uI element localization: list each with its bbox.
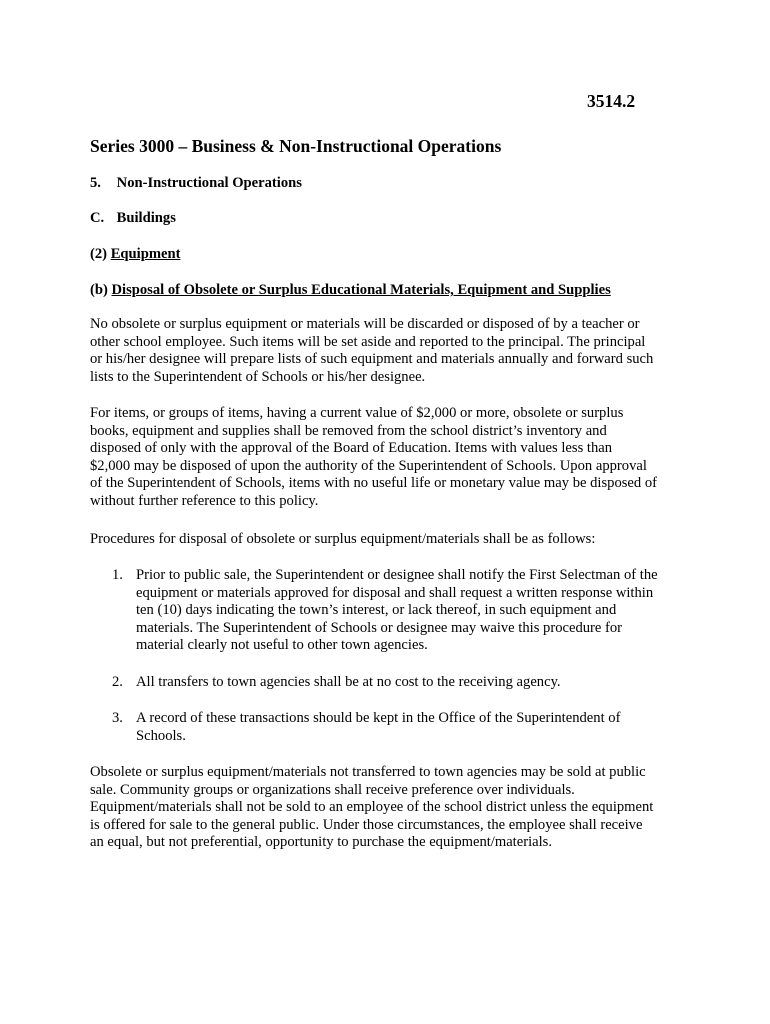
paragraph-line: No obsolete or surplus equipment or materials will be discarded or disposed of by a teacher or [90, 316, 640, 332]
paragraph-values [90, 405, 690, 511]
paragraph-line: of the Superintendent of Schools, items with no useful life or monetary value may be disposed of [90, 475, 658, 492]
series-title: Series 3000 – Business & Non-Instructional Operations [90, 136, 502, 156]
paragraph-reporting [90, 316, 690, 386]
paragraph-line: books, equipment and supplies shall be removed from the school district’s inventory and [90, 422, 607, 439]
list-line: material clearly not useful to other town agencies. [136, 637, 428, 654]
list-marker: 2. [112, 674, 123, 690]
paragraph-line: an equal, but not preferential, opportunity to purchase the equipment/materials. [90, 834, 552, 851]
section-number: 5. [90, 175, 101, 191]
subsection-heading [90, 210, 176, 227]
section-heading [90, 175, 302, 192]
paragraph-line: Procedures for disposal of obsolete or surplus equipment/materials shall be as follows: [90, 531, 596, 547]
paragraph-line: sale. Community groups or organizations shall receive preference over individuals. [90, 781, 575, 798]
paragraph-line: lists to the Superintendent of Schools or his/her designee. [90, 368, 426, 385]
paragraph-line: For items, or groups of items, having a current value of $2,000 or more, obsolete or surplus [90, 405, 624, 421]
paragraph-line: without further reference to this policy. [90, 492, 319, 509]
list-line: ten (10) days indicating the town’s interest, or lack thereof, in such equipment and [136, 602, 617, 619]
list-line: equipment or materials approved for disposal and shall request a written response within [136, 584, 654, 601]
topic-heading [90, 282, 611, 299]
paragraph-line: other school employee. Such items will be set aside and reported to the principal. The principal [90, 333, 646, 350]
paragraph-line: or his/her designee will prepare lists of such equipment and materials annually and forward such [90, 351, 654, 368]
topic-number: (b) [90, 282, 108, 298]
paragraph-line: Equipment/materials shall not be sold to an employee of the school district unless the equipment [90, 799, 654, 816]
paragraph-line: disposed of only with the approval of the Board of Education. Items with values less than [90, 440, 613, 457]
paragraph-line: is offered for sale to the general public. Under those circumstances, the employee shall receive [90, 816, 643, 833]
paragraph-line: Obsolete or surplus equipment/materials not transferred to town agencies may be sold at public [90, 764, 646, 780]
subsubsection-number: (2) [90, 246, 108, 262]
policy-number: 3514.2 [587, 91, 636, 111]
topic-title: Disposal of Obsolete or Surplus Educational Materials, Equipment and Supplies [111, 282, 611, 298]
list-marker: 3. [112, 710, 123, 726]
list-marker: 1. [112, 567, 123, 583]
subsection-number: C. [90, 210, 105, 226]
list-line: Prior to public sale, the Superintendent or designee shall notify the First Selectman of the [136, 567, 658, 583]
list-line: materials. The Superintendent of Schools or designee may waive this procedure for [136, 619, 623, 636]
list-line: Schools. [136, 727, 186, 744]
paragraph-line: $2,000 may be disposed of upon the authority of the Superintendent of Schools. Upon approval [90, 457, 647, 474]
paragraph-public-sale [90, 764, 690, 852]
paragraph-procedures-intro [90, 531, 690, 549]
subsection-title: Buildings [116, 210, 176, 226]
list-line: A record of these transactions should be kept in the Office of the Superintendent of [136, 710, 621, 726]
section-title: Non-Instructional Operations [116, 175, 302, 191]
subsubsection-title: Equipment [110, 246, 181, 262]
list-line: All transfers to town agencies shall be at no cost to the receiving agency. [136, 674, 561, 690]
subsubsection-heading [90, 246, 180, 263]
